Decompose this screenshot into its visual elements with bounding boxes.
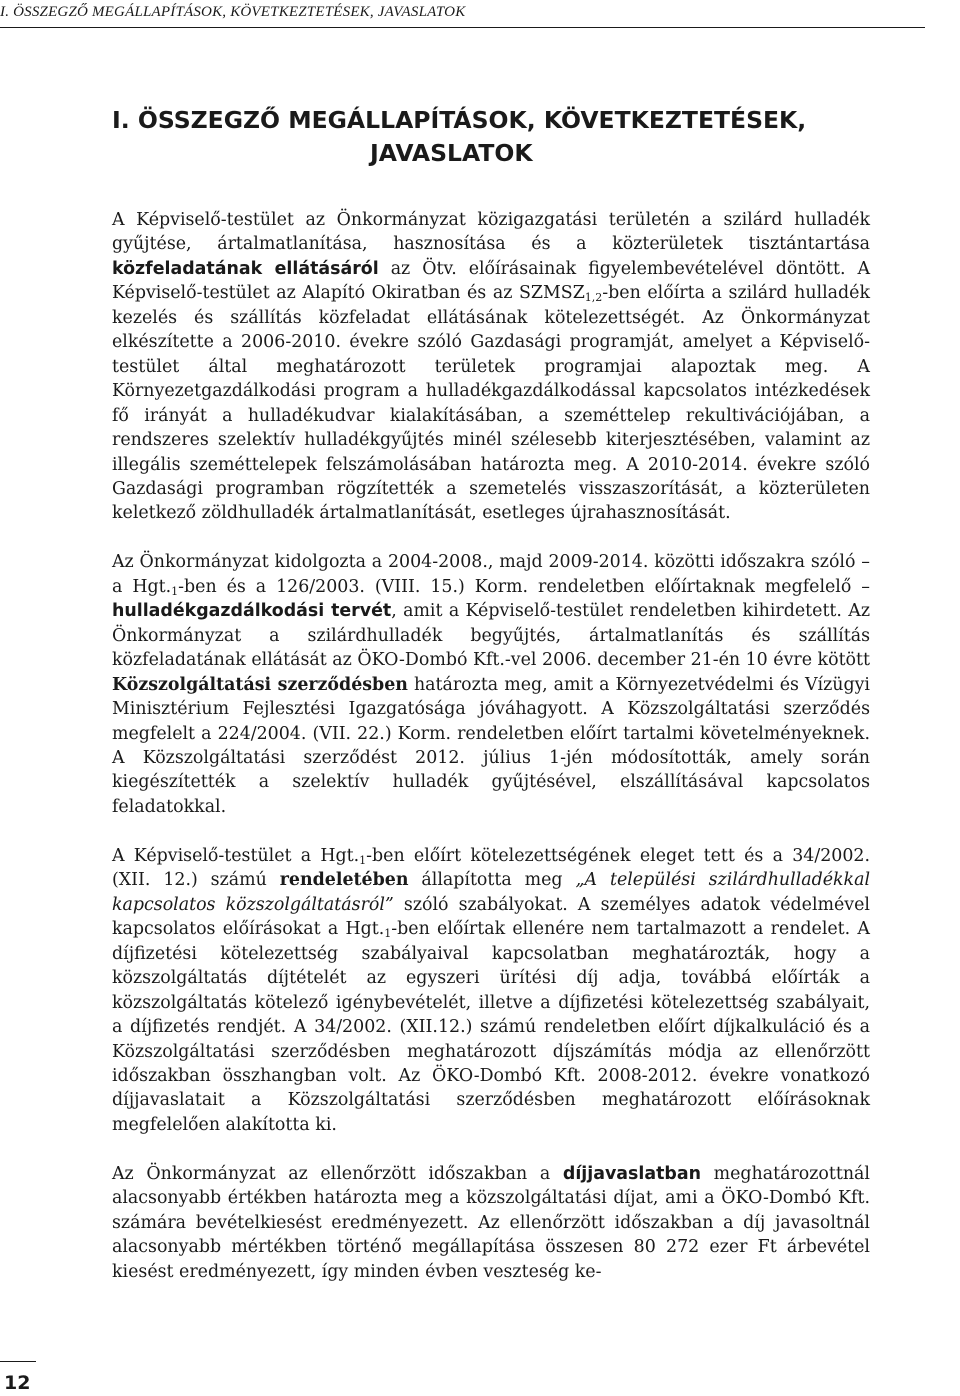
p1-text-2: az Ötv. előírásainak figyelembevételével döntött. A Képviselő-testület az Alapító Okiratban és az SZMSZ: [112, 258, 871, 304]
p2-text-3: , amit a Képviselő-testület rendeletben kihirdetett. Az Önkormányzat a szilárdhulladék begyűjtés, ártalmatlanítás és szállítás közfeladatának ellátását az ÖKO-Dombó Kft.-vel 2006. december 21-én 10 évre kötött: [112, 601, 870, 671]
footer-rule: [0, 1361, 36, 1362]
p1-bold-term: közfeladatának ellátásáról: [112, 258, 379, 279]
paragraph-4: [112, 1162, 870, 1284]
paragraph-1: [112, 208, 870, 526]
p3-text-4: szóló szabályokat. A személyes adatok védelmével kapcsolatos előírásokat a Hgt.: [112, 894, 870, 940]
p2-text-1: Az Önkormányzat kidolgozta a 2004-2008., majd 2009-2014. közötti időszakra szóló – a Hgt.: [112, 552, 870, 597]
p1-text-3: -ben előírta a szilárd hulladék kezelés és szállítás közfeladat ellátásának kötelezettségét. Az Önkormányzat elkészítette a 2006-2010. évekre szóló Gazdasági programját, amelyet a Képviselő-testület által meghatározott területek programjai alapoztak meg. A Környezetgazdálkodási program a hulladékgazdálkodással kapcsolatos intézkedések fő irányát a hulladékudvar kialakításában, a szeméttelep rekultivációjában, a rendszeres szelektív hulladékgyűjtés minél szélesebb kiterjesztésében, valamint az illegális szeméttelepek felszámolásában határozta meg. A 2010-2014. évekre szóló Gazdasági programban rögzítették a szemetelés visszaszorítását, a közterületen keletkező zöldhulladék ártalmatlanítását, esetleges újrahasznosítását.: [112, 283, 871, 524]
p4-text-2: meghatározottnál alacsonyabb értékben határozta meg a közszolgáltatási díjat, ami a ÖKO-Dombó Kft. számára bevételkiesést eredményezett. Az ellenőrzött időszakban a díj javasoltnál alacsonyabb mértékben történő megállapítása összesen 80 272 ezer Ft árbevétel kiesést eredményezett, így minden évben veszteség ke-: [112, 1163, 870, 1282]
p3-text-1: A Képviselő-testület a Hgt.: [112, 845, 360, 866]
p3-subscript-2: 1: [384, 927, 392, 941]
p2-text-4: határozta meg, amit a Környezetvédelmi és Vízügyi Minisztérium Fejlesztési Igazgatósága jóváhagyott. A Közszolgáltatási szerződés megfelelt a 224/2004. (VII. 22.) Korm. rendeletben előírt tartalmi követelményeknek. A Közszolgáltatási szerződést 2012. július 1-jén módosították, amely során kiegészítették a szelektív hulladék gyűjtésével, elszállításával kapcsolatos feladatokkal.: [112, 674, 870, 817]
p4-bold-term: díjjavaslatban: [562, 1163, 701, 1184]
p4-text-1: Az Önkormányzat az ellenőrzött időszakban a: [112, 1163, 563, 1184]
p2-text-2: -ben és a 126/2003. (VIII. 15.) Korm. rendeletben előírtaknak megfelelő –: [178, 576, 870, 597]
body-text: [112, 208, 870, 1284]
p1-text-1: A Képviselő-testület az Önkormányzat közigazgatási területén a szilárd hulladék gyűjtése, ártalmatlanítása, hasznosítása és a közterületek tisztántartása: [112, 210, 870, 255]
p3-italic-title: „A települési szilárdhulladékkal kapcsolatos közszolgáltatásról”: [112, 870, 871, 915]
running-header: I. ÖSSZEGZŐ MEGÁLLAPÍTÁSOK, KÖVETKEZTETÉSEK, JAVASLATOK: [0, 4, 466, 20]
paragraph-3: [112, 844, 870, 1137]
p2-subscript: 1: [171, 584, 179, 598]
p2-bold-term-1: hulladékgazdálkodási tervét: [112, 601, 392, 622]
chapter-title-line-1: I. ÖSSZEGZŐ MEGÁLLAPÍTÁSOK, KÖVETKEZTETÉSEK,: [112, 106, 807, 134]
p3-text-5: -ben előírtak ellenére nem tartalmazott a rendelet. A díjfizetési kötelezettség szabályaival kapcsolatban meghatározták, hogy a közszolgáltatás díjtételét az egyszeri ürítési díj adja, továbbá előírták a közszolgáltatás kötelező igénybevételét, illetve a díjfizetési kötelezettség szabályait, a díjfizetés rendjét. A 34/2002. (XII.12.) számú rendeletben előírt díjkalkuláció és a Közszolgáltatási szerződésben meghatározott díjszámítás módja az ellenőrzött időszakban összhangban volt. Az ÖKO-Dombó Kft. 2008-2012. évekre vonatkozó díjjavaslatait a Közszolgáltatási szerződésben meghatározott előírásoknak megfelelően alakította ki.: [112, 919, 870, 1135]
page-number: 12: [4, 1372, 31, 1394]
p3-text-2: -ben előírt kötelezettségének eleget tett és a 34/2002. (XII. 12.) számú: [112, 845, 870, 891]
p3-subscript-1: 1: [359, 853, 367, 867]
header-rule: [0, 27, 925, 28]
chapter-title-line-2: JAVASLATOK: [370, 139, 533, 167]
p1-subscript: 1,2: [584, 291, 603, 305]
p3-bold-term: rendeletében: [279, 870, 409, 891]
chapter-title: [112, 104, 872, 170]
paragraph-2: [112, 550, 870, 819]
p2-bold-term-2: Közszolgáltatási szerződésben: [112, 674, 408, 695]
p3-text-3: állapította meg: [408, 870, 576, 891]
